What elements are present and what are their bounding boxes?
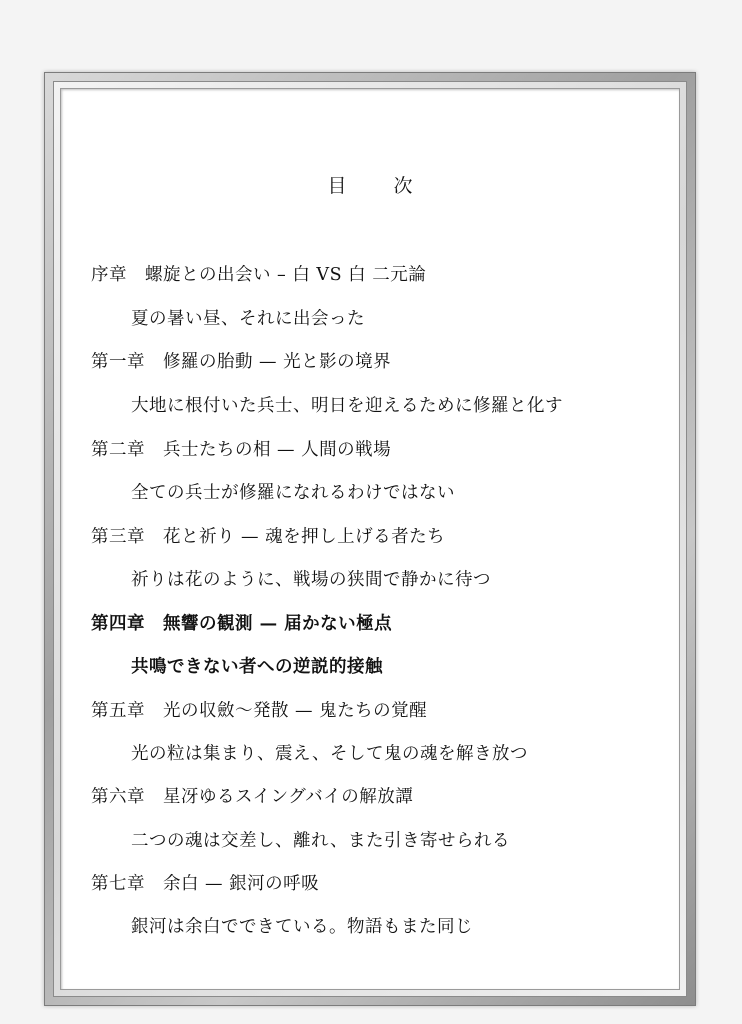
chapter-subtitle-4: 共鳴できない者への逆説的接触 <box>131 657 383 677</box>
chapter-heading-3: 第三章 花と祈り — 魂を押し上げる者たち <box>91 527 446 547</box>
chapter-subtitle-1: 大地に根付いた兵士、明日を迎えるために修羅と化す <box>131 396 563 416</box>
chapter-subtitle-7: 銀河は余白でできている。物語もまた同じ <box>131 917 473 937</box>
chapter-heading-2: 第二章 兵士たちの相 — 人間の戦場 <box>91 440 392 460</box>
picture-frame <box>44 72 696 1006</box>
chapter-heading-7: 第七章 余白 — 銀河の呼吸 <box>91 874 320 894</box>
chapter-heading-1: 第一章 修羅の胎動 — 光と影の境界 <box>91 352 392 372</box>
toc-title: 目 次 <box>327 175 427 197</box>
document-page <box>60 88 680 990</box>
chapter-subtitle-6: 二つの魂は交差し、離れ、また引き寄せられる <box>131 831 511 851</box>
chapter-subtitle-3: 祈りは花のように、戦場の狭間で静かに待つ <box>131 570 491 590</box>
chapter-subtitle-prologue: 夏の暑い昼、それに出会った <box>131 309 365 329</box>
chapter-subtitle-2: 全ての兵士が修羅になれるわけではない <box>131 483 455 503</box>
chapter-heading-4: 第四章 無響の観測 — 届かない極点 <box>91 614 393 634</box>
chapter-subtitle-5: 光の粒は集まり、震え、そして鬼の魂を解き放つ <box>131 744 529 764</box>
chapter-heading-5: 第五章 光の収斂〜発散 — 鬼たちの覚醒 <box>91 701 428 721</box>
frame-bevel <box>53 81 687 997</box>
chapter-heading-6: 第六章 星冴ゆるスイングバイの解放譚 <box>91 787 414 807</box>
chapter-heading-prologue: 序章 螺旋との出会い – 白 VS 白 二元論 <box>91 265 427 285</box>
